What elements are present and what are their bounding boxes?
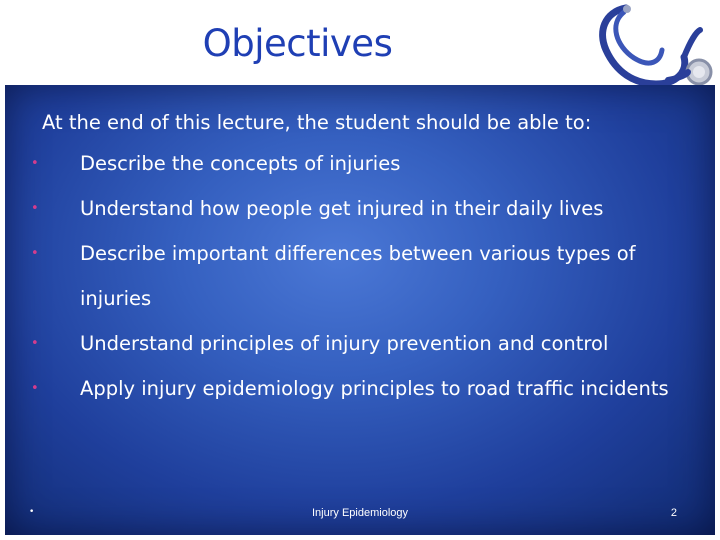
objectives-list [5, 85, 715, 535]
page-number: 2 [670, 507, 677, 519]
list-item-text: Describe important differences between various types of injuries [80, 242, 636, 310]
bullet-marker: • [31, 246, 39, 261]
list-item-text: Understand how people get injured in their daily lives [80, 197, 604, 220]
bullet-marker: • [31, 381, 39, 396]
list-item-text: Understand principles of injury prevention and control [80, 332, 609, 355]
slide-title: Objectives [202, 22, 393, 65]
intro-text: At the end of this lecture, the student should be able to: [42, 111, 592, 134]
bullet-marker: • [31, 156, 39, 171]
list-item-text: Apply injury epidemiology principles to road traffic incidents [80, 377, 669, 400]
content-panel [5, 85, 715, 535]
bullet-marker: • [31, 336, 39, 351]
bullet-marker: • [31, 201, 39, 216]
list-item-text: Describe the concepts of injuries [80, 152, 401, 175]
footer-title: Injury Epidemiology [312, 507, 408, 519]
footer-mark: • [29, 507, 35, 517]
